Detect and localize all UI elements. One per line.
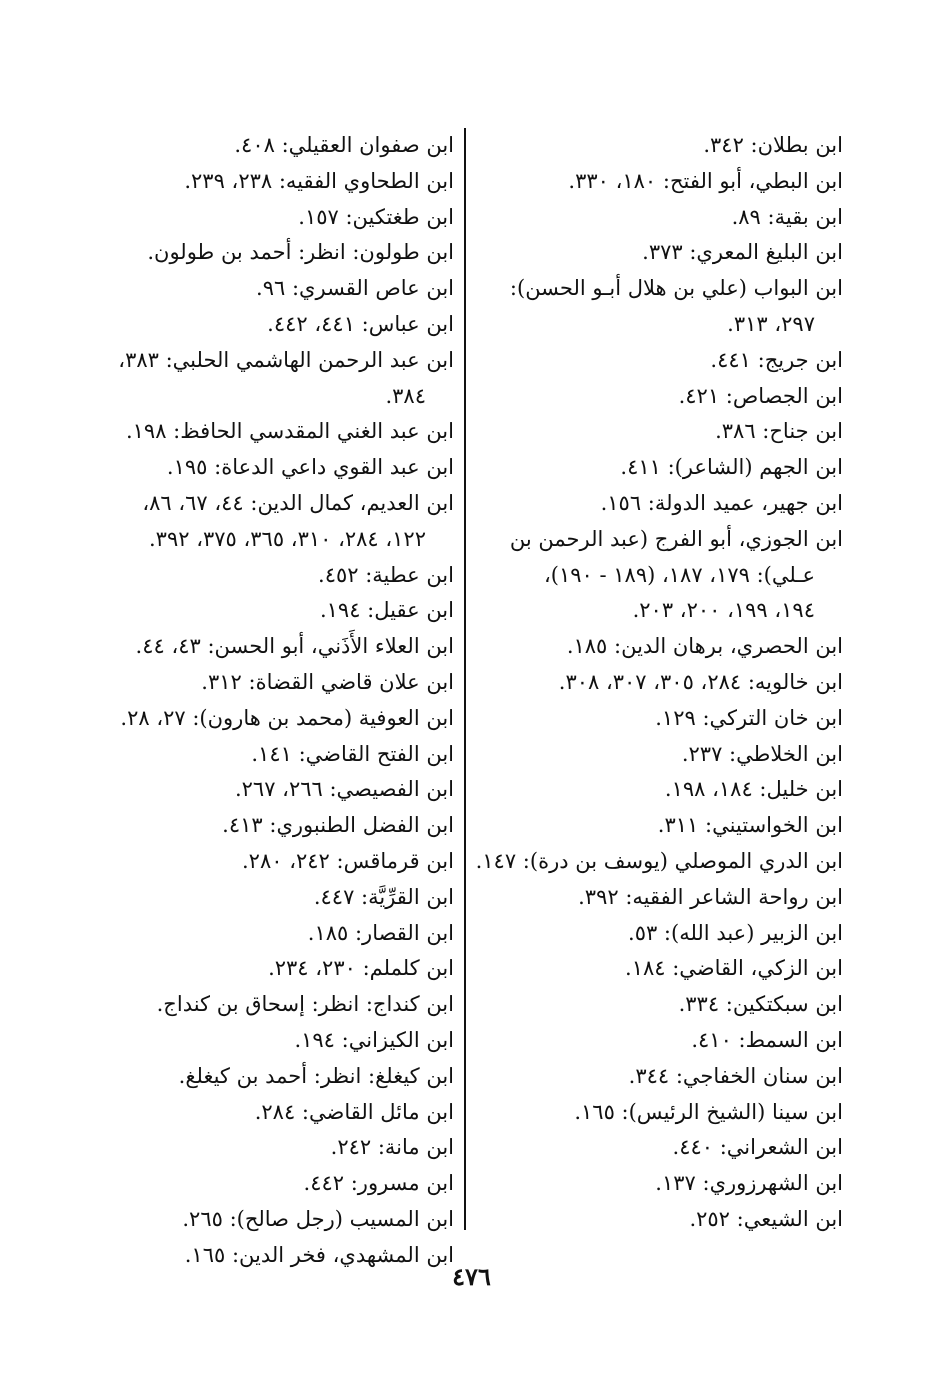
index-entry: ابن خليل: ١٨٤، ١٩٨. (664, 777, 843, 802)
index-entry: ابن الشيعي: ٢٥٢. (689, 1206, 843, 1231)
index-entry: ابن الجوزي، أبو الفرج (عبد الرحمن بن (509, 526, 843, 551)
index-entry: ابن الزبير (عبد الله): ٥٣. (628, 920, 843, 945)
index-entry: ابن الكيزاني: ١٩٤. (294, 1027, 454, 1052)
index-entry: ابن عبد الرحمن الهاشمي الحلبي: ٣٨٣، (118, 347, 454, 372)
index-entry: ابن كلملم: ٢٣٠، ٢٣٤. (268, 956, 454, 981)
index-entry: ابن الزكي، القاضي: ١٨٤. (625, 956, 843, 981)
index-entry: ابن الطحاوي الفقيه: ٢٣٨، ٢٣٩. (184, 168, 454, 193)
index-entry: ابن خالويه: ٢٨٤، ٣٠٥، ٣٠٧، ٣٠٨. (558, 669, 843, 694)
index-entry: ابن الفتح القاضي: ١٤١. (251, 741, 454, 766)
index-entry: ابن كيغلغ: انظر: أحمد بن كيغلغ. (178, 1063, 454, 1088)
index-entry: ابن كنداج: انظر: إسحاق بن كنداج. (156, 992, 454, 1017)
index-entry: ابن الشهرزوري: ١٣٧. (655, 1171, 843, 1196)
index-entry: ابن مانة: ٢٤٢. (330, 1135, 454, 1160)
index-entry: ابن مسرور: ٤٤٢. (303, 1171, 454, 1196)
index-entry: ابن عباس: ٤٤١، ٤٤٢. (267, 311, 454, 336)
index-entry: ابن رواحة الشاعر الفقيه: ٣٩٢. (578, 884, 843, 909)
index-entry: ابن الجصاص: ٤٢١. (678, 383, 843, 408)
index-entry: ابن المسيب (رجل صالح): ٢٦٥. (182, 1206, 454, 1231)
index-entry-continuation: ١٩٤، ١٩٩، ٢٠٠، ٢٠٣. (632, 598, 815, 623)
index-entry-continuation: ٣٨٤. (385, 383, 426, 408)
index-entry: ابن سبكتكين: ٣٣٤. (678, 992, 843, 1017)
index-entry: ابن قرماقس: ٢٤٢، ٢٨٠. (241, 848, 454, 873)
index-entry: ابن السمط: ٤١٠. (691, 1027, 843, 1052)
index-entry: ابن عاص القسري: ٩٦. (256, 276, 454, 301)
index-entry: ابن صفوان العقيلي: ٤٠٨. (234, 133, 454, 157)
index-entry: ابن خان التركي: ١٢٩. (655, 705, 843, 730)
index-entry: ابن عطية: ٤٥٢. (318, 562, 454, 587)
index-entry: ابن عبد القوي داعي الدعاة: ١٩٥. (166, 455, 454, 480)
index-entry: ابن العوفية (محمد بن هارون): ٢٧، ٢٨. (120, 705, 454, 730)
index-entry-continuation: عـلي): ١٧٩، ١٨٧، (١٨٩ - ١٩٠)، (543, 562, 815, 587)
index-column-left (84, 128, 454, 1274)
index-entry: ابن بطلان: ٣٤٢. (703, 133, 843, 157)
index-entry: ابن الجهم (الشاعر): ٤١١. (620, 455, 843, 480)
index-entry: ابن علان قاضي القضاة: ٣١٢. (201, 669, 454, 694)
index-entry: ابن جهير، عميد الدولة: ١٥٦. (600, 490, 843, 515)
index-entry: ابن عبد الغني المقدسي الحافظ: ١٩٨. (125, 419, 454, 444)
index-entry: ابن الخلاطي: ٢٣٧. (681, 741, 843, 766)
index-entry: ابن القصار: ١٨٥. (307, 920, 454, 945)
index-entry: ابن بقية: ٨٩. (731, 204, 843, 229)
index-entry: ابن جريج: ٤٤١. (710, 347, 843, 372)
index-entry: ابن العلاء الأَذَني، أبو الحسن: ٤٣، ٤٤. (135, 634, 454, 659)
index-entry: ابن القرِّيَّة: ٤٤٧. (313, 884, 454, 909)
column-divider (464, 128, 466, 1230)
index-entry-continuation: ٢٩٧، ٣١٣. (727, 311, 815, 336)
index-entry: ابن الدري الموصلي (يوسف بن درة): ١٤٧. (475, 848, 843, 873)
index-entry: ابن العديم، كمال الدين: ٤٤، ٦٧، ٨٦، (142, 490, 454, 515)
index-entry: ابن مائل القاضي: ٢٨٤. (254, 1099, 454, 1124)
index-entry: ابن البطي، أبو الفتح: ١٨٠، ٣٣٠. (568, 168, 843, 193)
index-entry: ابن جناح: ٣٨٦. (715, 419, 843, 444)
index-column-right (473, 128, 843, 1238)
index-entry: ابن المشهدي، فخر الدين: ١٦٥. (184, 1242, 454, 1267)
index-entry: ابن الفصيصي: ٢٦٦، ٢٦٧. (234, 777, 454, 802)
index-entry: ابن طغتكين: ١٥٧. (298, 204, 454, 229)
index-entry: ابن الخواستيني: ٣١١. (657, 813, 843, 838)
page-number: ٤٧٦ (452, 1262, 491, 1291)
index-entry: ابن البواب (علي بن هلال أبـو الحسن): (509, 276, 843, 301)
index-entry: ابن الحصري، برهان الدين: ١٨٥. (566, 634, 843, 659)
index-entry: ابن عقيل: ١٩٤. (319, 598, 454, 623)
index-entry: ابن سنان الخفاجي: ٣٤٤. (628, 1063, 843, 1088)
index-entry: ابن البليغ المعري: ٣٧٣. (642, 240, 843, 265)
index-entry-continuation: ١٢٢، ٢٨٤، ٣١٠، ٣٦٥، ٣٧٥، ٣٩٢. (148, 526, 426, 551)
index-entry: ابن سينا (الشيخ الرئيس): ١٦٥. (574, 1099, 843, 1124)
index-entry: ابن الشعراني: ٤٤٠. (672, 1135, 843, 1160)
index-entry: ابن الفضل الطنبوري: ٤١٣. (222, 813, 454, 838)
index-entry: ابن طولون: انظر: أحمد بن طولون. (147, 240, 454, 265)
